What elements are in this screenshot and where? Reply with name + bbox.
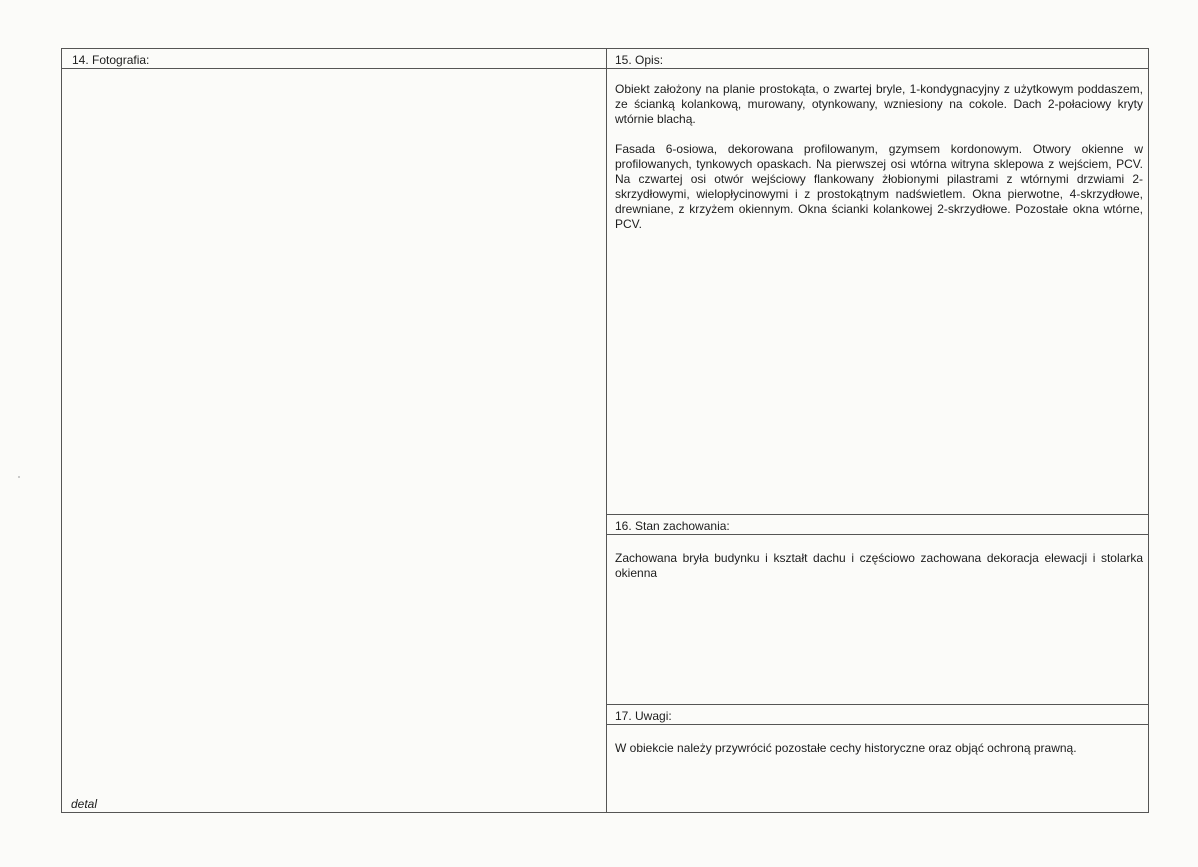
remarks-heading: 17. Uwagi:	[607, 705, 1149, 725]
description-paragraph: Fasada 6-osiowa, dekorowana profilowanym, gzymsem kordonowym. Otwory okienne w profilowanych, tynkowych opaskach. Na pierwszej osi wtórna witryna sklepowa z wejściem, PCV. Na czwartej osi otwór wejściowy flankowany żłobionymi pilastrami z wtórnymi drzwiami 2-skrzydłowymi, wielopłycinowymi i z prostokątnym nadświetlem. Okna pierwotne, 4-skrzydłowe, drewniane, z krzyżem okiennym. Okna ścianki kolankowej 2-skrzydłowe. Pozostałe okna wtórne, PCV.	[615, 142, 1143, 231]
photo-heading: 14. Fotografia:	[62, 49, 606, 69]
remarks-body	[607, 725, 1149, 756]
right-column	[607, 49, 1149, 812]
photo-caption: detal	[71, 797, 98, 811]
scan-speck	[18, 476, 20, 478]
condition-text: Zachowana bryła budynku i kształt dachu i częściowo zachowana dekoracja elewacji i stolarka okienna	[615, 551, 1143, 580]
description-heading: 15. Opis:	[607, 49, 1149, 69]
remarks-section	[607, 704, 1149, 813]
condition-body	[607, 535, 1149, 581]
condition-section	[607, 514, 1149, 704]
remarks-text: W obiekcie należy przywrócić pozostałe cechy historyczne oraz objąć ochroną prawną.	[615, 741, 1077, 755]
photo-section	[62, 49, 607, 812]
description-section	[607, 49, 1149, 514]
description-paragraph: Obiekt założony na planie prostokąta, o zwartej bryle, 1-kondygnacyjny z użytkowym poddaszem, ze ścianką kolankową, murowany, otynkowany, wzniesiony na cokole. Dach 2-połaciowy kryty wtórnie blachą.	[615, 82, 1143, 126]
description-body	[607, 69, 1149, 232]
record-card-table	[61, 48, 1149, 813]
condition-heading: 16. Stan zachowania:	[607, 515, 1149, 535]
